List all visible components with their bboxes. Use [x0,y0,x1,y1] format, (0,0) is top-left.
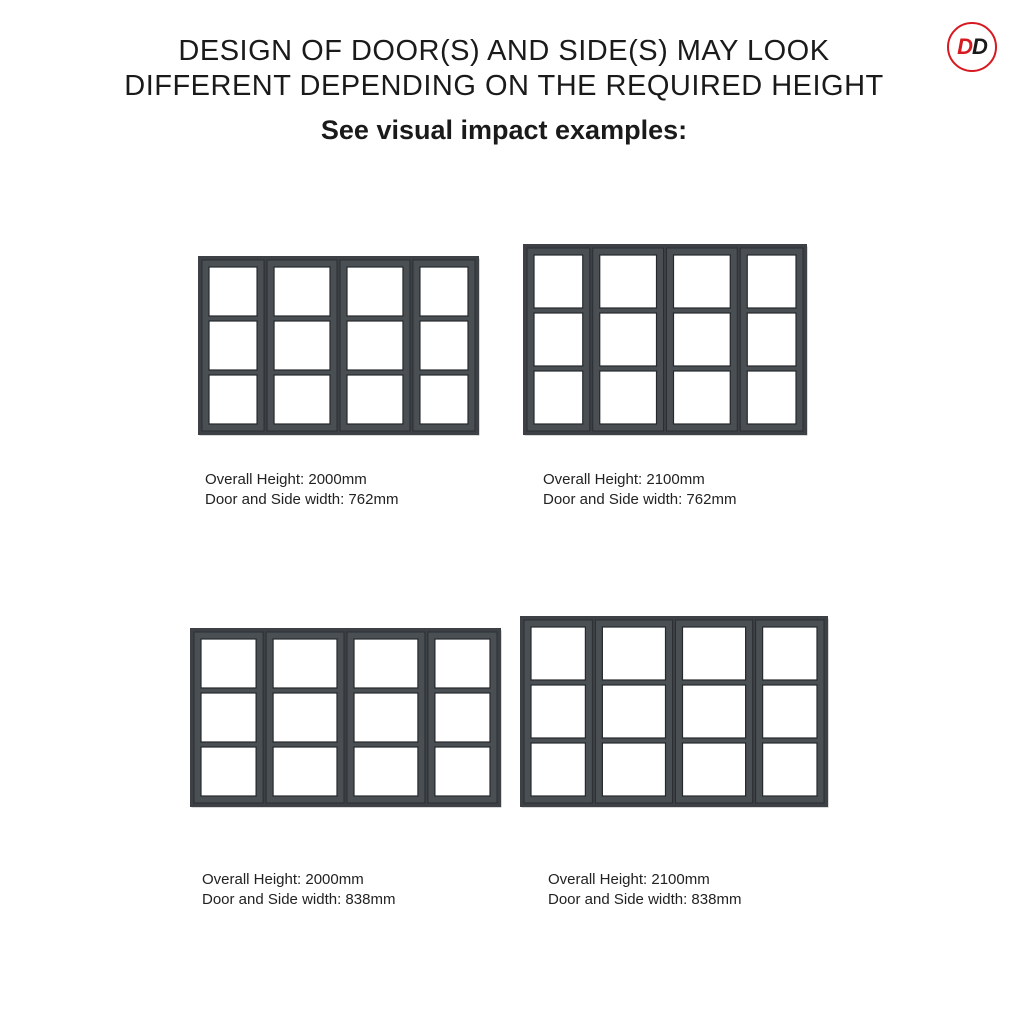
glass-pane [435,747,490,796]
glass-pane [274,321,330,370]
door-set-diagram [190,628,502,808]
glass-pane [201,693,256,742]
heading-line-2: DIFFERENT DEPENDING ON THE REQUIRED HEIGHT [124,70,884,102]
door-set-diagram [520,616,829,808]
example-caption [202,870,395,910]
glass-pane [534,371,583,424]
glass-pane [274,267,330,316]
door-set-diagram [198,256,480,436]
example-caption [543,470,736,510]
glass-pane [534,255,583,308]
glass-pane [602,743,665,796]
glass-pane [273,639,337,688]
heading-line-1: DESIGN OF DOOR(S) AND SIDE(S) MAY LOOK [178,35,830,67]
glass-pane [747,313,796,366]
glass-pane [420,267,468,316]
glass-pane [201,639,256,688]
glass-pane [674,371,731,424]
glass-pane [763,685,817,738]
glass-pane [602,627,665,680]
overall-height-label: Overall Height: 2000mm [202,871,364,888]
glass-pane [683,743,746,796]
glass-pane [683,627,746,680]
door-set-diagram [523,244,808,436]
logo-letter-1: D [957,34,972,59]
glass-pane [531,685,585,738]
example-caption [205,470,398,510]
door-side-width-label: Door and Side width: 762mm [205,491,399,508]
glass-pane [354,693,418,742]
glass-pane [209,375,257,424]
glass-pane [531,627,585,680]
glass-pane [201,747,256,796]
glass-pane [273,747,337,796]
glass-pane [354,747,418,796]
door-side-width-label: Door and Side width: 838mm [548,891,742,908]
brand-logo [947,22,997,72]
glass-pane [534,313,583,366]
overall-height-label: Overall Height: 2100mm [543,471,705,488]
overall-height-label: Overall Height: 2000mm [205,471,367,488]
example-caption [548,870,741,910]
glass-pane [674,255,731,308]
glass-pane [747,371,796,424]
glass-pane [674,313,731,366]
door-side-width-label: Door and Side width: 762mm [543,491,737,508]
logo-letter-2: D [972,34,987,59]
glass-pane [274,375,330,424]
glass-pane [600,255,657,308]
glass-pane [209,267,257,316]
door-side-width-label: Door and Side width: 838mm [202,891,396,908]
glass-pane [420,321,468,370]
glass-pane [420,375,468,424]
glass-pane [602,685,665,738]
overall-height-label: Overall Height: 2100mm [548,871,710,888]
glass-pane [531,743,585,796]
glass-pane [435,639,490,688]
glass-pane [683,685,746,738]
glass-pane [600,313,657,366]
glass-pane [273,693,337,742]
glass-pane [763,743,817,796]
glass-pane [347,321,403,370]
glass-pane [347,267,403,316]
glass-pane [747,255,796,308]
glass-pane [435,693,490,742]
glass-pane [209,321,257,370]
subheading: See visual impact examples: [320,115,688,145]
glass-pane [347,375,403,424]
glass-pane [354,639,418,688]
glass-pane [763,627,817,680]
glass-pane [600,371,657,424]
